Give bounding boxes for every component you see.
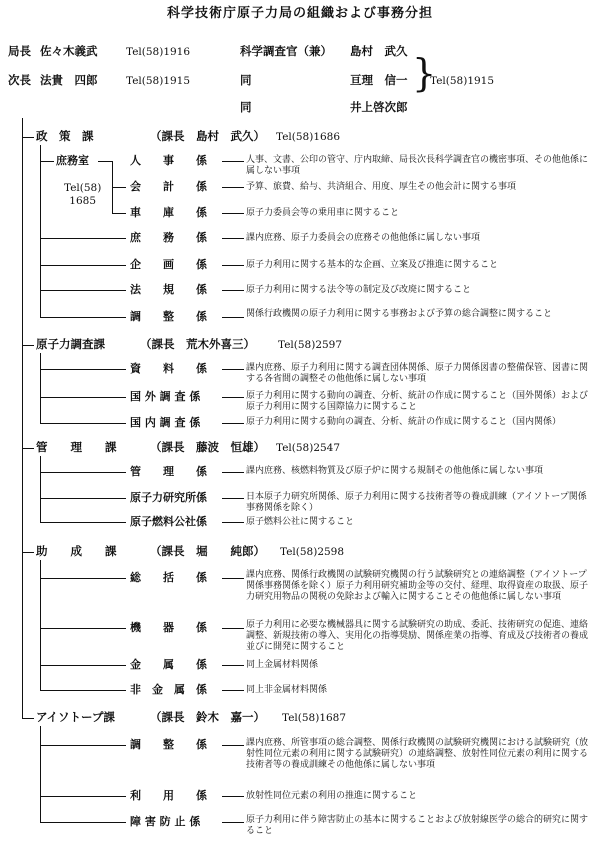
s1-tel: Tel(58)1686	[276, 131, 341, 143]
s3-g3-desc: 原子燃料公社に関すること	[246, 517, 355, 527]
s5-g2: 利 用 係	[130, 789, 207, 802]
s3-g1-conn	[40, 472, 126, 473]
shomu-tel: Tel(58) 1685	[64, 182, 102, 207]
s4-g1-line	[222, 578, 244, 579]
s5-g1: 調 整 係	[130, 738, 207, 751]
s5-g2-conn	[40, 796, 126, 797]
s1-g4-desc: 課内庶務、原子力委員会の庶務その他他係に属しない事項	[246, 233, 481, 243]
s1-g5: 企 画 係	[130, 258, 207, 271]
s4-g2-desc: 原子力利用に必要な機械器具に関する試験研究の助成、委託、技術研究の促進、連絡調整、新規技術の導入、実用化の指導奨励、関係産業の指導、育成及び技術者の養成並びに開発に関すること	[246, 620, 589, 652]
s2-name: 原子力調査課	[36, 337, 105, 351]
s2-g3-desc: 原子力利用に関する動向の調査、分析、統計の作成に関すること（国内関係）	[246, 417, 562, 427]
s2-g2-desc: 原子力利用に関する動向の調査、分析、統計の作成に関すること（国外関係）および原子力利用に関する国際協力に関すること	[246, 391, 589, 412]
s4-g4-desc: 同上非金属材料関係	[246, 685, 328, 695]
s1-g4-line	[222, 238, 244, 239]
s3-g2-conn	[40, 498, 126, 499]
s1-g3-conn	[112, 213, 126, 214]
s4-g4-conn	[40, 690, 126, 691]
advisor-name-1: 島村 武久	[350, 44, 408, 58]
s4-g3-desc: 同上金属材料関係	[246, 660, 319, 670]
advisor-name-2: 亘理 信一	[350, 73, 408, 87]
s2-g2-line	[222, 397, 244, 398]
s4-g3-line	[222, 665, 244, 666]
s1-g1-line	[222, 161, 244, 162]
s3-g2-desc: 日本原子力研究所関係、原子力利用に関する技術者等の養成訓練（アイソトープ関係事務関係を除く）	[246, 492, 587, 513]
director-role: 局長	[8, 44, 31, 58]
s2-g1-desc: 課内庶務、原子力利用に関する調査団体関係、原子力関係図書の整備保管、図書に関する各省間の調整その他他係に属しない事項	[246, 363, 589, 384]
s4-g1: 総 括 係	[130, 571, 207, 584]
s5-g3: 障 害 防 止 係	[130, 815, 201, 828]
s4-g1-desc: 課内庶務、関係行政機関の試験研究機関の行う試験研究との連絡調整（アイソトープ関係事務関係を除く）原子力利用研究補助金等の交付、経理、取得資産の取扱、原子力研究用物品の関税の免除および輸入に関することその他他係に属しない事項	[246, 570, 589, 602]
s3-g3-line	[222, 522, 244, 523]
advisor-role-2: 同	[240, 73, 252, 87]
s5-g3-conn	[40, 822, 126, 823]
s3-g1: 管 理 係	[130, 465, 207, 478]
s3-connector	[22, 448, 34, 449]
s1-g7-conn	[40, 317, 126, 318]
s3-g1-line	[222, 472, 244, 473]
director-tel: Tel(58)1916	[126, 46, 191, 58]
s1-g5-desc: 原子力利用に関する基本的な企画、立案及び推進に関すること	[246, 260, 499, 270]
s5-g3-line	[222, 822, 244, 823]
s2-g3-conn	[40, 423, 126, 424]
s3-g2-line	[222, 498, 244, 499]
s4-g4: 非 金 属 係	[130, 683, 207, 696]
s5-g2-desc: 放射性同位元素の利用の推進に関すること	[246, 791, 418, 801]
s5-tel: Tel(58)1687	[282, 712, 347, 724]
s1-g6-desc: 原子力利用に関する法令等の制定及び改廃に関すること	[246, 285, 472, 295]
deputy-name: 法貴 四郎	[40, 73, 98, 87]
s1-g2: 会 計 係	[130, 180, 207, 193]
deputy-role: 次長	[8, 73, 31, 87]
s2-g2: 国 外 調 査 係	[130, 390, 201, 403]
s1-connector	[22, 137, 34, 138]
s2-connector	[22, 345, 34, 346]
s5-connector	[22, 718, 34, 719]
s1-g2-line	[222, 187, 244, 188]
s2-branch	[40, 353, 41, 423]
s5-name: アイソトープ課	[36, 710, 115, 724]
s4-g1-conn	[40, 578, 126, 579]
s4-name: 助 成 課	[36, 544, 117, 558]
s1-g6: 法 規 係	[130, 283, 207, 296]
s1-g3: 車 庫 係	[130, 206, 207, 219]
s4-connector	[22, 552, 34, 553]
s4-head: （課長 堀 純郎）	[150, 544, 265, 558]
header-brace: }	[412, 51, 437, 95]
advisor-name-3: 井上啓次郎	[350, 100, 408, 114]
s4-g2-line	[222, 628, 244, 629]
s4-g2: 機 器 係	[130, 621, 207, 634]
s3-name: 管 理 課	[36, 440, 117, 454]
s5-g1-conn	[40, 745, 126, 746]
s5-branch	[40, 726, 41, 822]
s1-g7-desc: 関係行政機関の原子力利用に関する事務および予算の総合調整に関すること	[246, 309, 553, 319]
s1-g6-line	[222, 290, 244, 291]
s2-g3-line	[222, 423, 244, 424]
s4-g3-conn	[40, 665, 126, 666]
shomu-connector	[40, 161, 54, 162]
s5-g2-line	[222, 796, 244, 797]
s2-g1: 資 料 係	[130, 362, 207, 375]
s2-head: （課長 荒木外喜三）	[140, 337, 255, 351]
s4-tel: Tel(58)2598	[280, 546, 345, 558]
s1-g4: 庶 務 係	[130, 231, 207, 244]
s4-branch	[40, 560, 41, 690]
s1-head: （課長 島村 武久）	[150, 129, 265, 143]
s5-g1-desc: 課内庶務、所管事項の総合調整、関係行政機関の試験研究機関における試験研究（放射性同位元素の利用に関する試験研究）の連絡調整、放射性同位元素の利用に関する技術者等の養成訓練その他他係に属しない事項	[246, 738, 589, 770]
s1-g7: 調 整 係	[130, 310, 207, 323]
s3-branch	[40, 456, 41, 522]
s1-g1-desc: 人事、文書、公印の管守、庁内取締、局長次長科学調査官の機密事項、その他他係に属しない事項	[246, 155, 589, 176]
s3-tel: Tel(58)2547	[276, 442, 341, 454]
s2-tel: Tel(58)2597	[278, 339, 343, 351]
s1-g5-conn	[40, 265, 126, 266]
s1-g2-conn	[112, 187, 126, 188]
s1-g7-line	[222, 317, 244, 318]
shomu-link	[98, 161, 112, 162]
s1-g3-line	[222, 213, 244, 214]
s2-g2-conn	[40, 397, 126, 398]
s2-g1-conn	[40, 369, 126, 370]
s5-g3-desc: 原子力利用に伴う障害防止の基本に関することおよび放射線医学の総合的研究に関すること	[246, 815, 589, 836]
s1-g4-conn	[40, 238, 126, 239]
director-name: 佐々木義武	[40, 44, 98, 58]
s4-g3: 金 属 係	[130, 658, 207, 671]
deputy-tel: Tel(58)1915	[126, 75, 191, 87]
s2-g3: 国 内 調 査 係	[130, 416, 201, 429]
s1-g6-conn	[40, 290, 126, 291]
s3-g3: 原子燃料公社係	[130, 515, 207, 528]
s1-g5-line	[222, 265, 244, 266]
s5-g1-line	[222, 745, 244, 746]
document-title: 科学技術庁原子力局の組織および事務分担	[166, 6, 433, 21]
s2-g1-line	[222, 369, 244, 370]
s1-branch	[40, 145, 41, 318]
s5-head: （課長 鈴木 嘉一）	[150, 710, 265, 724]
advisor-role-1: 科学調査官（兼）	[240, 44, 332, 58]
s3-g2: 原子力研究所係	[130, 491, 207, 504]
advisor-role-3: 同	[240, 100, 252, 114]
advisor-shared-tel: Tel(58)1915	[430, 75, 495, 87]
s1-g2-desc: 予算、旅費、給与、共済組合、用度、厚生その他会計に関する事項	[246, 182, 517, 192]
s1-name: 政 策 課	[36, 129, 94, 143]
s1-g1: 人 事 係	[130, 154, 207, 167]
s3-head: （課長 藤波 恒雄）	[150, 440, 265, 454]
s4-g2-conn	[40, 628, 126, 629]
trunk-line	[22, 118, 23, 718]
s3-g1-desc: 課内庶務、核燃料物質及び原子炉に関する規制その他他係に属しない事項	[246, 466, 544, 476]
shomu-room: 庶務室	[56, 154, 89, 167]
s3-g3-conn	[40, 522, 126, 523]
s1-g3-desc: 原子力委員会等の乗用車に関すること	[246, 208, 400, 218]
s4-g4-line	[222, 690, 244, 691]
